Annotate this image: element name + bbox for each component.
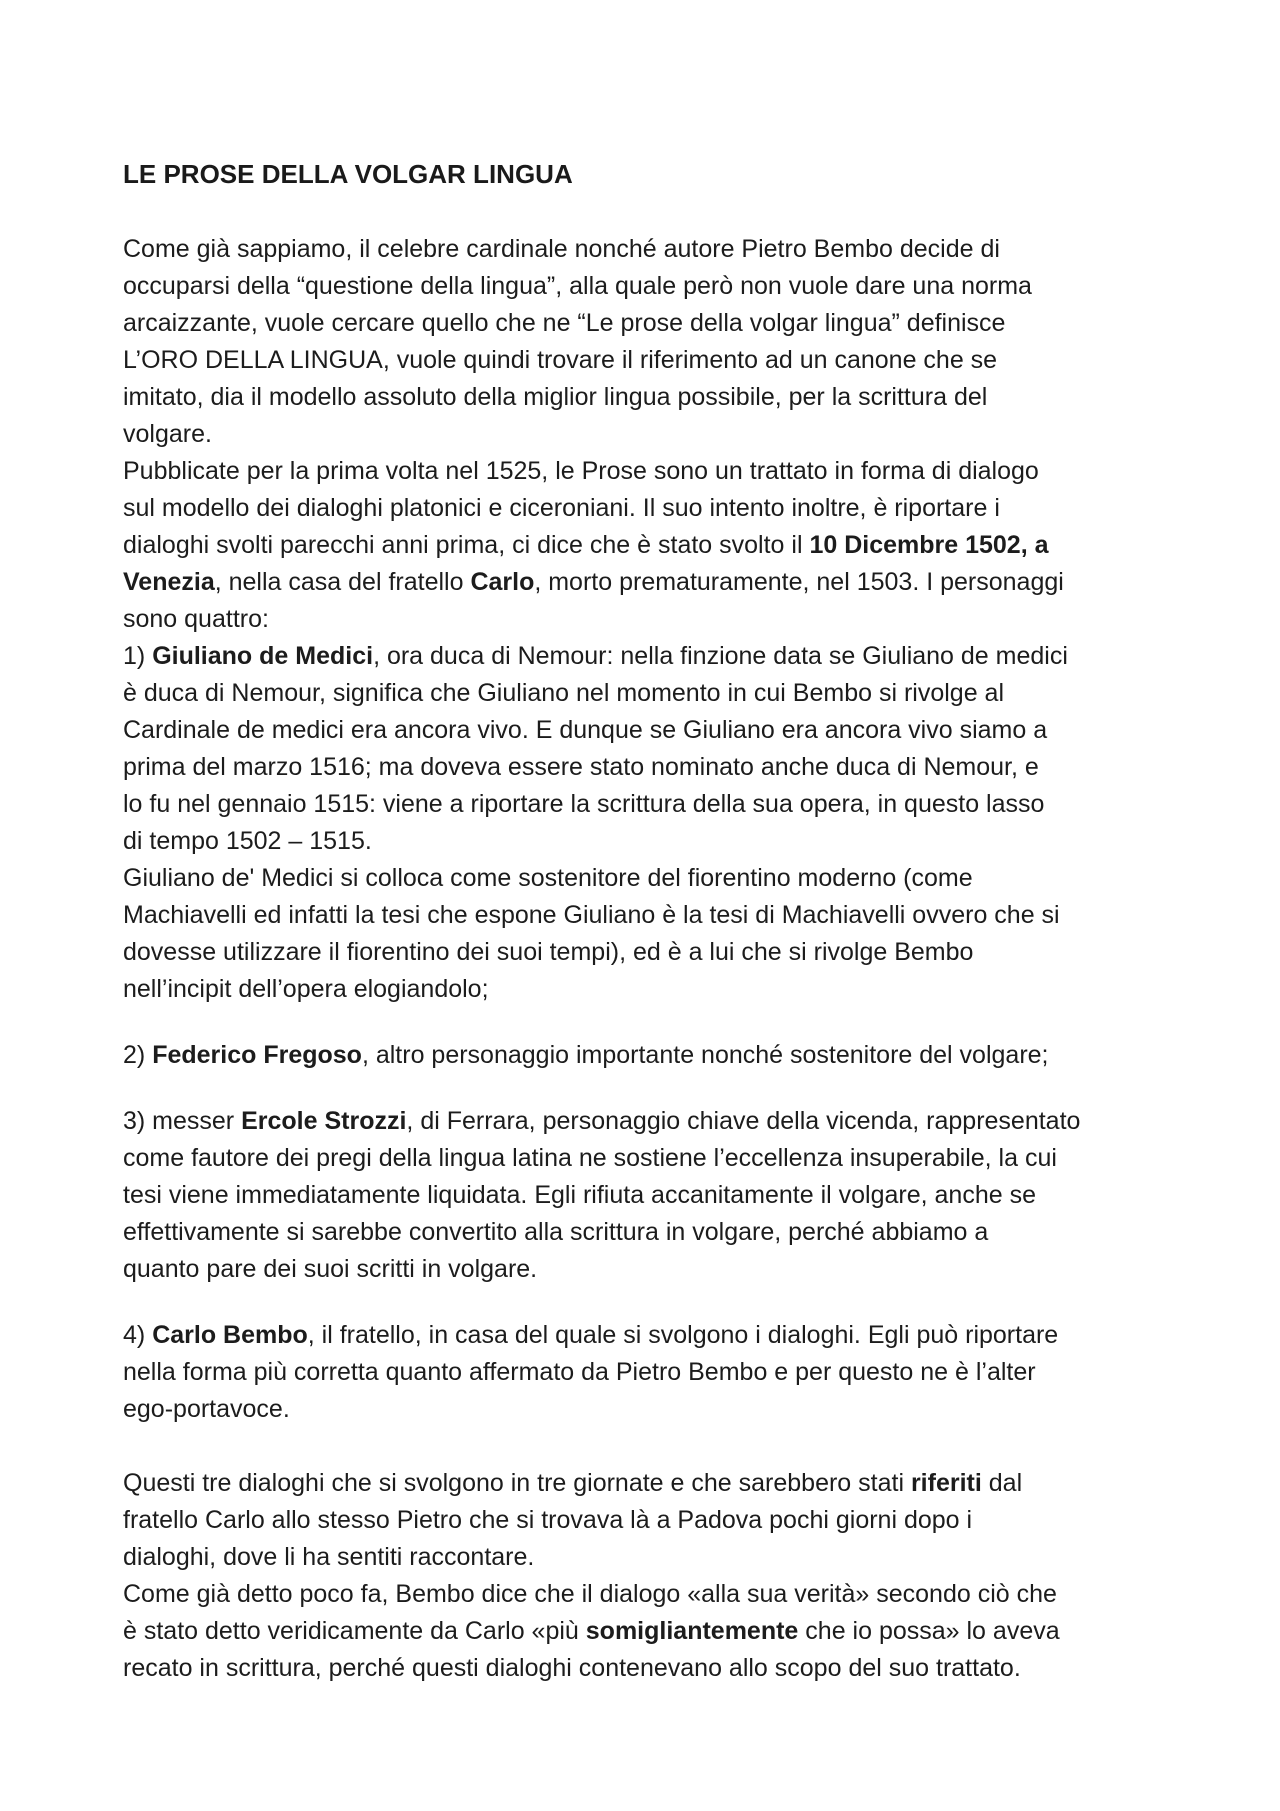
text-line: Questi tre dialoghi che si svolgono in tre giornate e che sarebbero stati riferiti dal: [123, 1469, 1023, 1497]
paragraph-giuliano: [123, 638, 1203, 860]
bold-name: Federico Fregoso: [152, 1041, 362, 1069]
text-line: Machiavelli ed infatti la tesi che espone Giuliano è la tesi di Machiavelli ovvero che si: [123, 901, 1060, 929]
text-line: Venezia, nella casa del fratello Carlo, morto prematuramente, nel 1503. I personaggi: [123, 568, 1064, 596]
text-line: nell’incipit dell’opera elogiandolo;: [123, 975, 489, 1003]
bold-name: Carlo: [470, 568, 535, 596]
paragraph-publication: [123, 453, 1203, 638]
text-line: dialoghi svolti parecchi anni prima, ci dice che è stato svolto il 10 Dicembre 1502, a: [123, 531, 1049, 559]
text-line: sul modello dei dialoghi platonici e ciceroniani. Il suo intento inoltre, è riportare i: [123, 494, 1000, 522]
bold-name: Carlo Bembo: [152, 1321, 308, 1349]
bold-date: 10 Dicembre 1502, a: [809, 531, 1049, 559]
text-line: dovesse utilizzare il fiorentino dei suoi tempi), ed è a lui che si rivolge Bembo: [123, 938, 974, 966]
paragraph-carlo: [123, 1317, 1203, 1428]
text-line: recato in scrittura, perché questi dialoghi contenevano allo scopo del suo trattato.: [123, 1654, 1021, 1682]
text-line: L’ORO DELLA LINGUA, vuole quindi trovare il riferimento ad un canone che se: [123, 346, 998, 374]
text-line: Giuliano de' Medici si colloca come sostenitore del fiorentino moderno (come: [123, 864, 973, 892]
text-line: arcaizzante, vuole cercare quello che ne “Le prose della volgar lingua” definisce: [123, 309, 1006, 337]
paragraph-giuliano-2: [123, 860, 1203, 1008]
text-line: Come già detto poco fa, Bembo dice che il dialogo «alla sua verità» secondo ciò che: [123, 1580, 1057, 1608]
text-line: Pubblicate per la prima volta nel 1525, le Prose sono un trattato in forma di dialogo: [123, 457, 1039, 485]
text-line: di tempo 1502 – 1515.: [123, 827, 372, 855]
paragraph-fregoso: [123, 1037, 1203, 1074]
paragraph-dialoghi: [123, 1465, 1203, 1576]
bold-word: somigliantemente: [585, 1617, 799, 1645]
text-line: imitato, dia il modello assoluto della miglior lingua possibile, per la scrittura del: [123, 383, 988, 411]
text-line: è stato detto veridicamente da Carlo «più somigliantemente che io possa» lo aveva: [123, 1617, 1060, 1645]
text-line: ego-portavoce.: [123, 1395, 290, 1423]
text-line: tesi viene immediatamente liquidata. Egli rifiuta accanitamente il volgare, anche se: [123, 1181, 1036, 1209]
text-line: è duca di Nemour, significa che Giuliano nel momento in cui Bembo si rivolge al: [123, 679, 1005, 707]
text-line: lo fu nel gennaio 1515: viene a riportare la scrittura della sua opera, in questo lasso: [123, 790, 1045, 818]
bold-word: riferiti: [910, 1469, 982, 1497]
text-line: sono quattro:: [123, 605, 269, 633]
text-line: volgare.: [123, 420, 212, 448]
text-line: quanto pare dei suoi scritti in volgare.: [123, 1255, 538, 1283]
paragraph-intro: [123, 231, 1203, 453]
text-line: come fautore dei pregi della lingua latina ne sostiene l’eccellenza insuperabile, la cui: [123, 1144, 1057, 1172]
bold-name: Giuliano de Medici: [152, 642, 374, 670]
text-line: Cardinale de medici era ancora vivo. E dunque se Giuliano era ancora vivo siamo a: [123, 716, 1048, 744]
text-line: Come già sappiamo, il celebre cardinale nonché autore Pietro Bembo decide di: [123, 235, 1000, 263]
text-line: prima del marzo 1516; ma doveva essere stato nominato anche duca di Nemour, e: [123, 753, 1039, 781]
text-line: effettivamente si sarebbe convertito alla scrittura in volgare, perché abbiamo a: [123, 1218, 989, 1246]
paragraph-conclusion: [123, 1576, 1203, 1687]
text-line: occuparsi della “questione della lingua”, alla quale però non vuole dare una norma: [123, 272, 1032, 300]
text-line: fratello Carlo allo stesso Pietro che si trovava là a Padova pochi giorni dopo i: [123, 1506, 973, 1534]
text-line: 1) Giuliano de Medici, ora duca di Nemour: nella finzione data se Giuliano de medici: [123, 642, 1068, 670]
text-line: 3) messer Ercole Strozzi, di Ferrara, personaggio chiave della vicenda, rappresentato: [123, 1107, 1081, 1135]
bold-place: Venezia: [123, 568, 215, 596]
bold-name: Ercole Strozzi: [241, 1107, 407, 1135]
document-page: [123, 156, 1203, 1687]
paragraph-strozzi: [123, 1103, 1203, 1288]
text-line: 4) Carlo Bembo, il fratello, in casa del quale si svolgono i dialoghi. Egli può riportare: [123, 1321, 1059, 1349]
text-line: nella forma più corretta quanto affermato da Pietro Bembo e per questo ne è l’alter: [123, 1358, 1036, 1386]
text-line: 2) Federico Fregoso, altro personaggio importante nonché sostenitore del volgare;: [123, 1041, 1049, 1069]
document-title: LE PROSE DELLA VOLGAR LINGUA: [123, 159, 573, 189]
text-line: dialoghi, dove li ha sentiti raccontare.: [123, 1543, 535, 1571]
